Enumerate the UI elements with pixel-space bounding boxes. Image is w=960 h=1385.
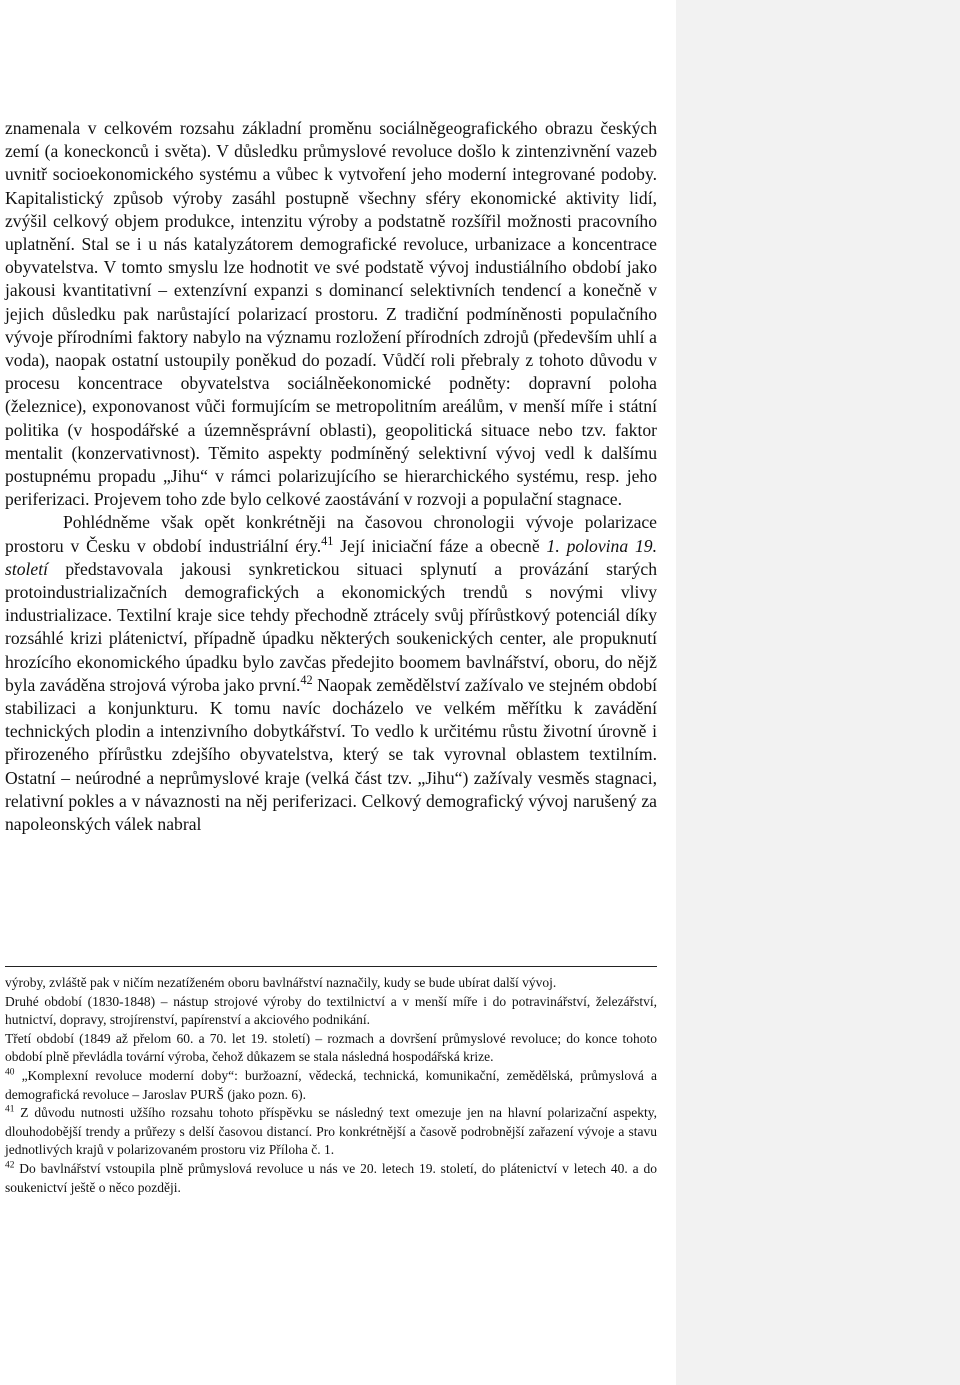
main-text	[5, 117, 657, 836]
paragraph-2	[5, 511, 657, 836]
paragraph-2-italic-period: 1. polovina 19. století	[5, 535, 657, 579]
footnote-42-text: Do bavlnářství vstoupila plně průmyslová revoluce u nás ve 20. letech 19. století, do plátenictví v letech 40. a do soukenictví ještě o něco později.	[5, 1160, 657, 1195]
paragraph-2-part-b: Její iniciační fáze a obecně	[333, 535, 547, 556]
footnote-40	[5, 1067, 657, 1104]
footnote-second-period: Druhé období (1830-1848) – nástup strojové výroby do textilnictví a v menší míře i do potravinářství, železářství, hutnictví, dopravy, strojírenství, papírenství a akciového podnikání.	[5, 993, 657, 1028]
comment-margin-panel	[676, 0, 960, 1385]
paragraph-2-part-a: Pohlédněme však opět konkrétněji na časovou chronologii vývoje polarizace prostoru v Česku v období industriální éry.	[5, 512, 657, 556]
paragraph-1-part-1: znamenala v celkovém rozsahu základní proměnu sociálněgeografického obrazu českých zemí (a koneckonců i světa). V důsledku průmyslové revoluce došlo k zintenzivnění vazeb uvnitř socioekonomického systému a vůbec k vytvoření jeho moderní integrované podoby.	[5, 118, 657, 185]
paragraph-1	[5, 117, 657, 511]
footnote-42-number: 42	[5, 1160, 15, 1171]
footnote-41-text: Z důvodu nutnosti užšího rozsahu tohoto příspěvku se následný text omezuje jen na hlavní polarizační aspekty, dlouhodobější trendy a průřezy s delší časovou distancí. Pro konkrétnější a časově podrobnější zařazení vývoje a stavu jednotlivých krajů v polarizovaném prostoru viz Příloha č. 1.	[5, 1105, 657, 1158]
footnotes	[5, 974, 657, 1197]
paragraph-2-part-e: Naopak zemědělství zažívalo ve stejném období stabilizaci a konjunkturu. K tomu navíc docházelo ve velkém měřítku k zavádění technických plodin a intenzivního dobytkářství. To vedlo k určitému růstu životní úrovně i přirozeného přírůstku zdejšího obyvatelstva, který se tak vyrovnal oblastem textilním. Ostatní – neúrodné a neprůmyslové kraje (velká část tzv. „Jihu“) zažívaly vesměs stagnaci, relativní pokles a v návaznosti na něj periferizaci. Celkový demografický vývoj narušený za napoleonských válek nabral	[5, 674, 657, 835]
footnote-40-number: 40	[5, 1067, 15, 1078]
footnote-third-period: Třetí období (1849 až přelom 60. a 70. let 19. století) – rozmach a dovršení průmyslové revoluce; do konce tohoto období plně převládla tovární výroba, čehož důkazem se stala následná hospodářská krize.	[5, 1030, 657, 1065]
footnote-ref-41[interactable]: 41	[321, 533, 334, 548]
footnote-separator	[5, 966, 657, 967]
footnote-40-text: „Komplexní revoluce moderní doby“: buržoazní, vědecká, technická, komunikační, zemědělská, průmyslová a demografická revoluce – Jaroslav PURŠ (jako pozn. 6).	[5, 1067, 657, 1102]
footnote-continuation: výroby, zvláště pak v ničím nezatíženém oboru bavlnářství naznačily, kudy se bude ubírat další vývoj.	[5, 975, 557, 990]
paragraph-1-part-3: V tomto smyslu lze hodnotit ve své podstatě vývoj industiálního období jako jakousi kvantitativní – extenzívní expanzi s dominancí selektivních tendencí a konečně v jejich důsledku pak narůstající polarizací prostoru. Z tradiční podmíněnosti populačního vývoje přírodními faktory nabylo na významu rozložení přírodních zdrojů (především uhlí a voda), naopak ostatní ustoupily poněkud do pozadí. Vůdčí roli přebraly z tohoto důvodu v procesu koncentrace obyvatelstva sociálněekonomické podněty: dopravní poloha (železnice), exponovanost vůči formujícím se metropolitním areálům, v menší míře i státní politika (v hospodářské a územněsprávní oblasti), geopolitická situace nebo tzv. faktor mentalit (konzervativnost). Těmito aspekty podmíněný selektivní vývoj vedl k dalšímu postupnému propadu „Jihu“ v rámci polarizujícího se hierarchického systému, resp. jeho periferizaci. Projevem toho zde bylo celkové zaostávání v rozvoji a populační stagnace.	[5, 257, 657, 510]
footnote-41-number: 41	[5, 1104, 15, 1115]
footnote-42	[5, 1160, 657, 1197]
paragraph-2-part-d: představovala jakousi synkretickou situaci splynutí a provázání starých protoindustrializačních demografických a ekonomických trendů s novými vlivy industrializace. Textilní kraje sice tehdy přechodně ztrácely svůj přírůstkový potenciál díky rozsáhlé krizi plátenictví, případně úpadku některých soukenických center, ale propuknutí hrozícího ekonomického úpadku bylo zavčas předejito boomem bavlnářství, oboru, do nějž byla zaváděna strojová výroba jako první.	[5, 558, 657, 695]
footnote-41	[5, 1104, 657, 1160]
footnote-ref-42[interactable]: 42	[300, 673, 313, 688]
paragraph-1-part-2: Kapitalistický způsob výroby zasáhl postupně všechny sféry ekonomické aktivity lidí, zvýšil celkový objem produkce, intenzitu výroby a podstatně rozšířil možnosti pracovního uplatnění. Stal se i u nás katalyzátorem demografické revoluce, urbanizace a koncentrace obyvatelstva.	[5, 187, 657, 278]
